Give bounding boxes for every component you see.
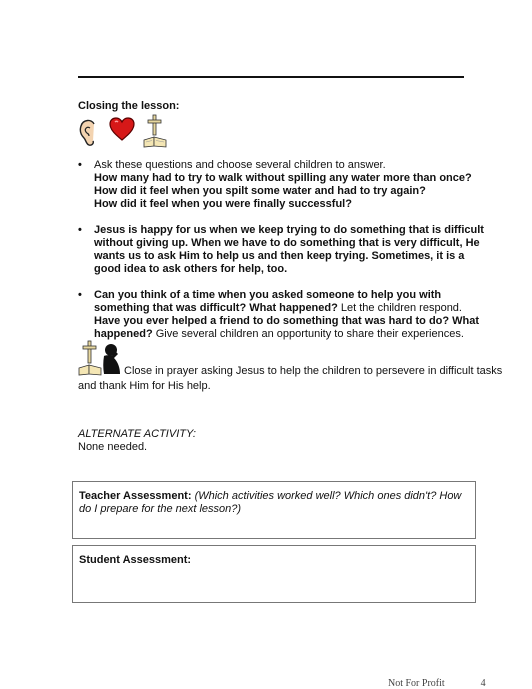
bullet-icon: • (78, 289, 82, 301)
top-rule (78, 76, 464, 78)
bullet-icon: • (78, 159, 82, 171)
student-assessment-box[interactable] (72, 545, 476, 603)
praying-child-icon (100, 342, 124, 376)
page-footer (388, 678, 486, 689)
teacher-assessment-box[interactable] (72, 481, 476, 539)
question-list (78, 159, 488, 354)
question-1: How many had to try to walk without spilling any water more than once? (94, 172, 472, 184)
cross-bible-icon (142, 114, 168, 148)
list-item (78, 289, 488, 341)
ear-icon (78, 118, 100, 148)
bullet-question-a: Can you think of a time when you asked someone to help you with something that was difficult? What happened? (94, 289, 442, 314)
prayer-icons (78, 340, 126, 376)
student-assessment-text (79, 554, 471, 567)
prayer-line-2: and thank Him for His help. (78, 380, 211, 392)
student-assessment-label: Student Assessment: (79, 554, 192, 566)
question-2: How did it feel when you spilt some water and had to try again? (94, 185, 426, 197)
alternate-activity-title: ALTERNATE ACTIVITY: (78, 428, 196, 440)
cross-icon (78, 340, 102, 376)
teacher-assessment-text (79, 490, 471, 516)
bullet-response-b: Give several children an opportunity to share their experiences. (152, 328, 464, 340)
list-item (78, 159, 488, 211)
footer-text: Not For Profit (388, 678, 445, 689)
teacher-assessment-label: Teacher Assessment: (79, 490, 192, 502)
page-number: 4 (480, 678, 486, 689)
bullet-icon: • (78, 224, 82, 236)
alternate-activity-body: None needed. (78, 441, 148, 453)
bullet-lead: Ask these questions and choose several children to answer. (94, 159, 386, 171)
teacher-assessment-prompt: (Which activities worked well? Which ones didn't? How do I prepare for the next lesson?) (79, 490, 462, 515)
bullet-question-b: Have you ever helped a friend to do something that was hard to do? What happened? (94, 315, 480, 340)
question-3: How did it feel when you were finally successful? (94, 198, 352, 210)
bullet-text: Jesus is happy for us when we keep trying to do something that is difficult without giving up. When we have to do something that is very difficult, He wants us to ask Him to help us and then keep trying. Sometimes, it is a good idea to ask others for help, too. (94, 224, 484, 275)
bullet-response-a: Let the children respond. (337, 302, 462, 314)
heart-icon (108, 116, 136, 142)
list-item (78, 224, 488, 276)
prayer-line-1: Close in prayer asking Jesus to help the children to persevere in difficult tasks (124, 365, 503, 377)
section-heading: Closing the lesson: (78, 100, 180, 112)
